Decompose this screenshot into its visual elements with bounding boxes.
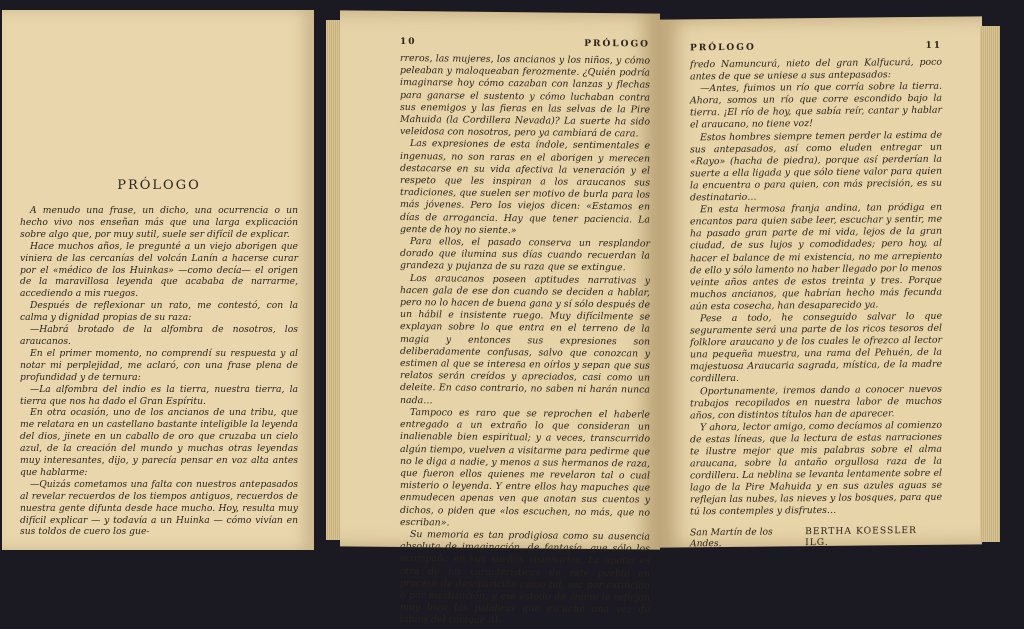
paragraph: Después de reflexionar un rato, me contestó, con la calma y dignidad propias de su raza: — [20, 300, 298, 324]
place-date: San Martín de los Andes. — [690, 526, 773, 549]
paragraph: Su memoria es tan prodigiosa como su ausencia absoluta de imaginación, de fantasía, que sólo los acompaña en sus sueños visionarios. La apatía es otra de las características de este pueblo en proceso de desaparición como tal, sea por extinción o por mestización, y ese estado de ánimo lo reflejan muy bien las palabras que escuché una vez de labios del cacique Al- — [400, 528, 650, 627]
paragraph: Pese a todo, he conseguido salvar lo que seguramente será una parte de los ricos tesoros del folklore araucano y de los cuales le ofrezco al lector una pequeña muestra, una rama del Pehuén, de la majestuosa Araucaria sagrada, mística, de la madre cordillera. — [690, 310, 942, 385]
page-number: 10 — [400, 36, 417, 48]
paragraph: —La alfombra del indio es la tierra, nuestra tierra, la tierra que nos ha dado el Gran Espíritu. — [20, 383, 298, 407]
left-page — [2, 10, 314, 550]
paragraph: —Habrá brotado de la alfombra de nosotros, los araucanos. — [20, 324, 298, 347]
page-edges — [980, 26, 1000, 542]
book-right-page — [660, 16, 982, 547]
running-head: PRÓLOGO — [690, 42, 756, 54]
running-header — [400, 37, 650, 50]
paragraph: —Quizás cometamos una falta con nuestros antepasados al revelar recuerdos de los tiempos antiguos, recuerdos de nuestra gente difunta desde hace mucho. Hoy, resulta muy difícil explicar — y todavía a un Huinka — cómo vivían en sus toldos de cuero los gue- — [20, 478, 298, 538]
running-header — [690, 41, 942, 54]
paragraph: En el primer momento, no comprendí su respuesta y al notar mi perplejidad, me aclaró, con una frase plena de profundidad y de ternura: — [20, 347, 298, 383]
paragraph: —Antes, fuimos un río que corría sobre la tierra. Ahora, somos un río que corre escondido bajo la tierra. ¡El río de hoy, que sabía reír, cantar y hablar el araucano, no tiene voz! — [690, 80, 942, 131]
paragraph: En esta hermosa franja andina, tan pródiga en encantos para quien sabe leer, escuchar y sentir, me ha pasado gran parte de mi vida, lejos de la gran ciudad, de sus lujos y comodidades; pero hoy, al hacer el balance de mi existencia, no me arrepiento de ello y sólo lamento no haber llegado por lo menos veinte años antes de estos treinta y tres. Porque muchos ancianos, que habrían hecho más fecunda aún esta cosecha, han desaparecido ya. — [690, 201, 942, 313]
paragraph: Tampoco es raro que se reprochen el haberle entregado a un extraño lo que consideran un inalienable bien espiritual; y a veces, transcurrido algún tiempo, vuelven a visitarme para pedirme que no le diga a nadie, y menos a sus hermanos de raza, que fueron ellos quienes me revelaron tal o cual misterio o leyenda. Y entre ellos hay mapuches que enmudecen apenas ven que anotan sus cuentos y dichos, o piden que «los escuchen, no más, que no escriban». — [400, 406, 650, 529]
running-head: PRÓLOGO — [584, 38, 650, 50]
paragraph: Y ahora, lector amigo, como decíamos al comienzo de estas líneas, que la lectura de estas narraciones te ilustre mejor que mis palabras sobre el alma araucana, sobre la antaño orgullosa raza de la cordillera. La neblina se levanta lentamente sobre el lago de la Pire Mahuida y en sus azules aguas se reflejan las nubes, las nieves y los bosques, para que tú los contemples y disfrutes… — [690, 419, 942, 518]
paragraph: fredo Namuncurá, nieto del gran Kalfucurá, poco antes de que se uniese a sus antepasados: — [690, 56, 942, 83]
paragraph: Hace muchos años, le pregunté a un viejo aborigen que viniera de las cercanías del volcán Lanín a hacerse curar por el «médico de los Huinkas» —como decía— el origen de la maravillosa leyenda que acababa de narrarme, accediendo a mis ruegos. — [20, 240, 298, 300]
paragraph: rreros, las mujeres, los ancianos y los niños, y cómo peleaban y maloqueaban ferozmente. ¿Quién podría imaginarse hoy cómo cazaban con lanzas y flechas para ganarse el sustento y cómo luchaban contra sus enemigos y las fieras en las selvas de la Pire Mahuida (la Cordillera Nevada)? La suerte ha sido veleidosa con nosotros, pero ya cambiará de cara. — [400, 52, 650, 140]
author-signature: BERTHA KOESSLER ILG. — [805, 524, 917, 548]
paragraph: Oportunamente, iremos dando a conocer nuevos trabajos recopilados en nuestra labor de muchos años, con distintos títulos han de aparecer. — [690, 383, 942, 422]
paragraph: Los araucanos poseen aptitudes narrativas y hacen gala de ese don cuando se deciden a hablar, pero no lo hacen de buena gana y sí sólo después de un hábil e insistente ruego. Muy difícilmente se explayan sobre lo que entra en el terreno de la magia y entonces sus expresiones son deliberadamente confusas, salvo que conozcan y estimen al que se interesa en oírlos y sepan que sus relatos serán creídos y apreciados, casi como un deleite. En caso contrario, no saben ni harán nunca nada… — [400, 272, 650, 406]
page-title: PRÓLOGO — [117, 178, 201, 193]
paragraph: A menudo una frase, un dicho, una ocurrencia o un hecho vivo nos enseñan más que una larga explicación sobre algo que, por muy sutil, suele ser difícil de explicar. — [20, 205, 298, 240]
page-number: 11 — [925, 40, 942, 51]
paragraph: Estos hombres siempre temen perder la estima de sus antepasados, así como eluden entregar un «Rayo» (hacha de piedra), porque así perderían la suerte a ella ligada y que sólo tiene valor para quien la encuentra o para quien, con más precisión, es su destinatario… — [690, 129, 942, 204]
paragraph: En otra ocasión, uno de los ancianos de una tribu, que me relatara en un castellano bastante inteligible la leyenda del dios, jinete en un caballo de oro que cruzaba un cielo azul, de la creación del mundo y muchas otras leyendas muy interesantes, dijo, y parecía pensar en voz alta antes que hablarme: — [20, 407, 298, 478]
paragraph: Las expresiones de esta índole, sentimentales e ingenuas, no son raras en el aborigen y merecen destacarse en su vida afectiva la veneración y el respeto que les inspiran a los araucanos sus tradiciones, que suelen ser motivo de burla para los más jóvenes. Pero los viejos dicen: «Estamos en días de arrogancia. Hay que tener paciencia. La gente de hoy no siente.» — [400, 138, 650, 237]
paragraph: Para ellos, el pasado conserva un resplandor dorado que ilumina sus días cuando recuerdan la grandeza y pujanza de su raza que se extingue. — [400, 236, 650, 274]
book-left-page — [340, 10, 660, 627]
signature-block — [690, 524, 942, 549]
